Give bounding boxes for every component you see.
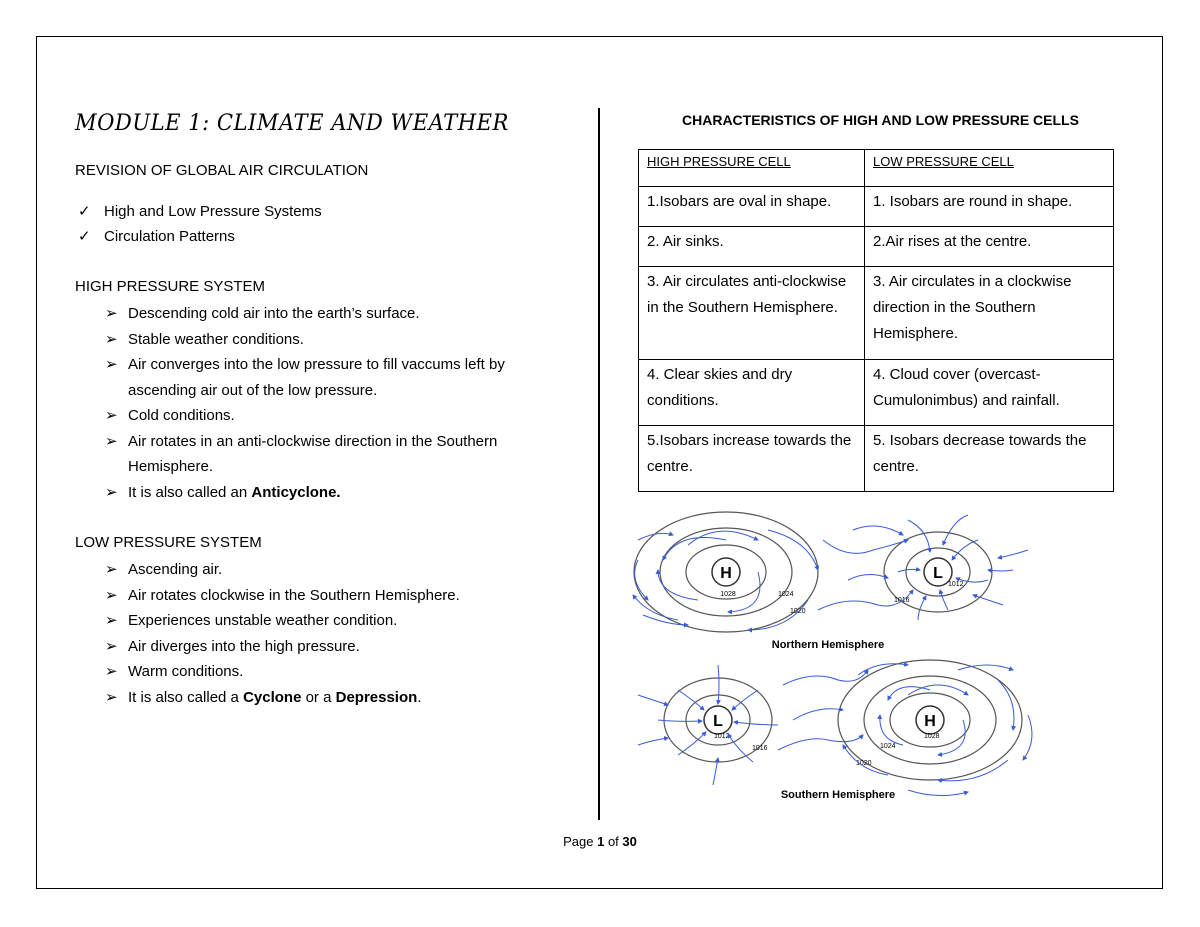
list-item: ➢ Air diverges into the high pressure. bbox=[75, 634, 565, 660]
northern-hemisphere-group bbox=[633, 512, 1028, 651]
arrow-bullet-icon: ➢ bbox=[105, 305, 118, 322]
table-header-row bbox=[639, 150, 1114, 187]
arrow-bullet-icon: ➢ bbox=[105, 612, 118, 629]
list-item: ➢ Air converges into the low pressure to fill vaccums left by ascending air out of the low pressure. bbox=[75, 352, 565, 403]
column-divider bbox=[598, 108, 600, 820]
list-item: ➢ Ascending air. bbox=[75, 557, 565, 583]
table-cell: 4. Cloud cover (overcast-Cumulonimbus) and rainfall. bbox=[865, 360, 1114, 426]
low-center-letter: L bbox=[713, 713, 723, 730]
list-item: ✓ High and Low Pressure Systems bbox=[78, 199, 322, 224]
arrow-bullet-icon: ➢ bbox=[105, 561, 118, 578]
isobar-label: 1012 bbox=[714, 733, 730, 740]
list-item: ➢ Experiences unstable weather condition. bbox=[75, 608, 565, 634]
list-item: ➢ It is also called an Anticyclone. bbox=[75, 480, 565, 506]
high-center-letter: H bbox=[924, 713, 936, 730]
table-cell: 3. Air circulates anti-clockwise in the Southern Hemisphere. bbox=[639, 267, 865, 360]
arrow-bullet-icon: ➢ bbox=[105, 663, 118, 680]
arrow-bullet-icon: ➢ bbox=[105, 586, 118, 604]
isobar-label: 1016 bbox=[894, 597, 910, 604]
isobar-label: 1020 bbox=[790, 608, 806, 615]
list-item: ✓ Circulation Patterns bbox=[78, 224, 322, 249]
high-pressure-heading: HIGH PRESSURE SYSTEM bbox=[75, 278, 266, 295]
revision-list bbox=[78, 199, 322, 249]
check-icon: ✓ bbox=[78, 228, 91, 245]
table-cell: 5. Isobars decrease towards the centre. bbox=[865, 426, 1114, 492]
list-item: ➢ Stable weather conditions. bbox=[75, 327, 565, 353]
isobar-label: 1028 bbox=[924, 733, 940, 740]
high-pressure-list bbox=[75, 301, 565, 505]
arrow-bullet-icon: ➢ bbox=[105, 330, 118, 348]
list-item: ➢ Descending cold air into the earth’s surface. bbox=[75, 301, 565, 327]
table-row bbox=[639, 267, 1114, 360]
table-cell: 1. Isobars are round in shape. bbox=[865, 187, 1114, 227]
southern-hemisphere-group bbox=[638, 660, 1032, 801]
table-cell: 2.Air rises at the centre. bbox=[865, 227, 1114, 267]
header-high: HIGH PRESSURE CELL bbox=[639, 150, 865, 187]
header-low: LOW PRESSURE CELL bbox=[865, 150, 1114, 187]
low-pressure-heading: LOW PRESSURE SYSTEM bbox=[75, 534, 262, 551]
list-item: ➢ Cold conditions. bbox=[75, 403, 565, 429]
revision-heading: REVISION OF GLOBAL AIR CIRCULATION bbox=[75, 162, 369, 179]
table-cell: 4. Clear skies and dry conditions. bbox=[639, 360, 865, 426]
page-footer: Page 1 of 30 bbox=[563, 834, 637, 849]
southern-hemisphere-label: Southern Hemisphere bbox=[780, 789, 896, 801]
list-item: ➢ Air rotates clockwise in the Southern Hemisphere. bbox=[75, 583, 565, 609]
isobar-label: 1016 bbox=[752, 745, 768, 752]
isobar-label: 1012 bbox=[948, 581, 964, 588]
table-row bbox=[639, 187, 1114, 227]
arrow-bullet-icon: ➢ bbox=[105, 688, 118, 706]
arrow-bullet-icon: ➢ bbox=[105, 356, 118, 373]
table-row bbox=[639, 227, 1114, 267]
low-center-letter: L bbox=[933, 565, 943, 582]
arrow-bullet-icon: ➢ bbox=[105, 483, 118, 501]
high-center-letter: H bbox=[720, 565, 732, 582]
list-item: ➢ Air rotates in an anti-clockwise direction in the Southern Hemisphere. bbox=[75, 429, 565, 480]
isobar-label: 1020 bbox=[856, 760, 872, 767]
arrow-bullet-icon: ➢ bbox=[105, 432, 118, 450]
northern-hemisphere-label: Northern Hemisphere bbox=[771, 639, 885, 651]
arrow-bullet-icon: ➢ bbox=[105, 637, 118, 655]
isobar-label: 1024 bbox=[778, 591, 794, 598]
table-cell: 1.Isobars are oval in shape. bbox=[639, 187, 865, 227]
table-title: CHARACTERISTICS OF HIGH AND LOW PRESSURE CELLS bbox=[682, 112, 1079, 128]
arrow-bullet-icon: ➢ bbox=[105, 407, 118, 424]
isobar-label: 1024 bbox=[880, 743, 896, 750]
table-cell: 3. Air circulates in a clockwise direction in the Southern Hemisphere. bbox=[865, 267, 1114, 360]
isobar-label: 1028 bbox=[720, 591, 736, 598]
module-title: MODULE 1: CLIMATE AND WEATHER bbox=[75, 111, 509, 136]
list-item: ➢ Warm conditions. bbox=[75, 659, 565, 685]
low-pressure-list bbox=[75, 557, 565, 710]
check-icon: ✓ bbox=[78, 203, 91, 220]
pressure-cells-diagram bbox=[618, 500, 1048, 810]
characteristics-table bbox=[638, 149, 1114, 492]
table-cell: 5.Isobars increase towards the centre. bbox=[639, 426, 865, 492]
table-cell: 2. Air sinks. bbox=[639, 227, 865, 267]
table-row bbox=[639, 360, 1114, 426]
list-item: ➢ It is also called a Cyclone or a Depression. bbox=[75, 685, 565, 711]
table-row bbox=[639, 426, 1114, 492]
